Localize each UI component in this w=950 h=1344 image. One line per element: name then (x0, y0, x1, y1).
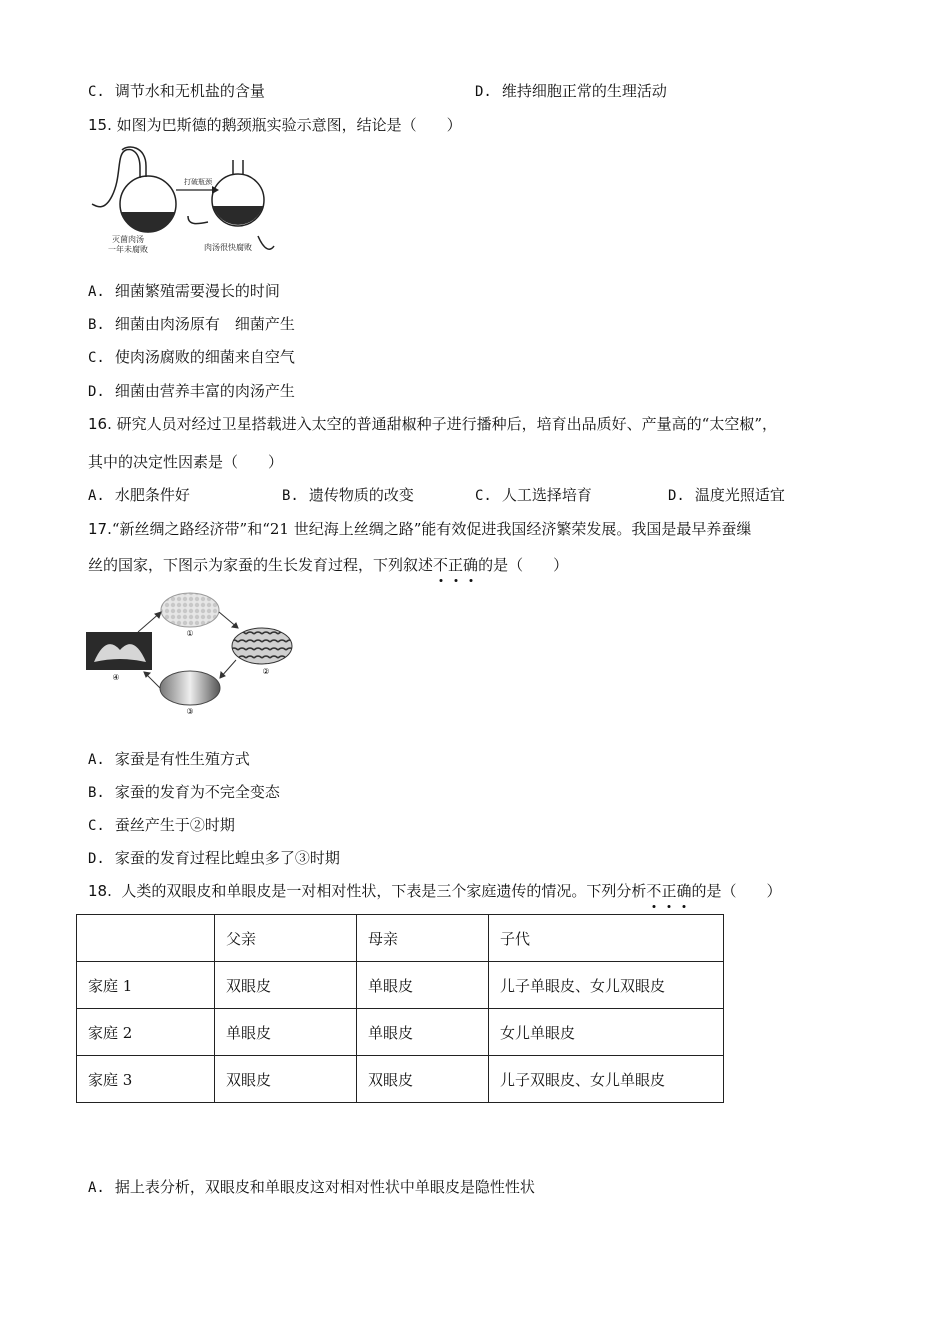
emphasis-char: 确 (463, 556, 479, 574)
stage-label-1: ① (186, 629, 194, 638)
table-header-row (77, 915, 724, 962)
option-label: D. (88, 384, 105, 400)
option-text: 维持细胞正常的生理活动 (501, 82, 667, 100)
option-text: 细菌由营养丰富的肉汤产生 (114, 382, 295, 400)
left-caption-1: 灭菌肉汤 (112, 235, 144, 244)
swan-neck-flask-figure (88, 146, 288, 260)
option-label: D. (88, 851, 105, 867)
inheritance-table (76, 914, 724, 1103)
q17-option-d (88, 847, 340, 870)
option-label: A. (88, 1180, 105, 1196)
question-text: 的是（ ） (478, 556, 569, 574)
q17-option-c (88, 814, 235, 837)
table-cell: 儿子双眼皮、女儿单眼皮 (489, 1056, 724, 1103)
stage-label-3: ③ (186, 707, 194, 716)
question-text: 如图为巴斯德的鹅颈瓶实验示意图，结论是（ ） (116, 116, 462, 134)
emphasis-char: 正 (448, 556, 464, 574)
q16-option-d (668, 484, 785, 507)
table-cell: 双眼皮 (215, 1056, 357, 1103)
larva-stage-icon (232, 628, 292, 664)
table-row (77, 1009, 724, 1056)
table-header-cell: 父亲 (215, 915, 357, 962)
option-label: B. (88, 785, 105, 801)
table-cell: 单眼皮 (357, 962, 489, 1009)
option-text: 家蚕是有性生殖方式 (114, 750, 250, 768)
q15-stem (88, 114, 462, 136)
table-cell: 单眼皮 (357, 1009, 489, 1056)
table-row (77, 962, 724, 1009)
q16-option-b (282, 484, 414, 507)
option-text: 人工选择培育 (501, 486, 592, 504)
egg-stage-icon (161, 593, 219, 627)
q16-stem-line1 (88, 413, 777, 435)
right-caption: 肉汤很快腐败 (204, 243, 252, 252)
table-cell: 儿子单眼皮、女儿双眼皮 (489, 962, 724, 1009)
table-header-cell: 母亲 (357, 915, 489, 962)
table-cell: 双眼皮 (215, 962, 357, 1009)
table-cell: 单眼皮 (215, 1009, 357, 1056)
option-text: 家蚕的发育为不完全变态 (114, 783, 280, 801)
option-text: 调节水和无机盐的含量 (114, 82, 265, 100)
q16-option-c (475, 484, 592, 507)
question-text: 其中的决定性因素是（ ） (88, 453, 284, 471)
left-caption-2: 一年未腐败 (108, 245, 148, 254)
q17-stem-line2 (88, 554, 568, 576)
q18-stem (88, 880, 781, 902)
q16-option-a (88, 484, 190, 507)
question-text: 人类的双眼皮和单眼皮是一对相对性状，下表是三个家庭遗传的情况。下列分析 (121, 882, 647, 900)
q17-stem-line1 (88, 518, 751, 540)
left-flask-icon (92, 147, 176, 233)
option-label: C. (475, 488, 492, 504)
q18-option-a (88, 1176, 535, 1199)
option-text: 蚕丝产生于②时期 (114, 816, 235, 834)
option-text: 水肥条件好 (114, 486, 190, 504)
q17-option-a (88, 748, 250, 771)
option-text: 细菌由肉汤原有 细菌产生 (114, 315, 295, 333)
question-text: 丝的国家，下图示为家蚕的生长发育过程，下列叙述 (88, 556, 434, 574)
silkworm-life-cycle-figure (86, 590, 298, 716)
question-number: 17. (88, 520, 112, 538)
question-number: 16. (88, 415, 112, 433)
question-number: 18. (88, 882, 112, 900)
question-number: 15. (88, 116, 112, 134)
option-label: B. (88, 317, 105, 333)
emphasis-char: 不 (646, 882, 662, 900)
question-text: “新丝绸之路经济带”和“21 世纪海上丝绸之路”能有效促进我国经济繁荣发展。我国是最早养蚕缫 (111, 520, 752, 538)
option-label: C. (88, 350, 105, 366)
table-header-cell (77, 915, 215, 962)
emphasis-char: 正 (661, 882, 677, 900)
question-text: 的是（ ） (691, 882, 782, 900)
table-cell: 家庭 3 (77, 1056, 215, 1103)
option-text: 细菌繁殖需要漫长的时间 (114, 282, 280, 300)
q14-option-d (475, 80, 667, 103)
option-text: 据上表分析，双眼皮和单眼皮这对相对性状中单眼皮是隐性性状 (114, 1178, 535, 1196)
q17-option-b (88, 781, 280, 804)
pupa-stage-icon (160, 671, 220, 705)
q15-option-c (88, 346, 295, 369)
table-cell: 家庭 1 (77, 962, 215, 1009)
arrow-label: 打破瓶颈 (184, 178, 212, 186)
q16-stem-line2 (88, 451, 283, 473)
option-label: A. (88, 752, 105, 768)
table-cell: 双眼皮 (357, 1056, 489, 1103)
option-text: 使肉汤腐败的细菌来自空气 (114, 348, 295, 366)
q15-option-d (88, 380, 295, 403)
option-label: C. (88, 84, 105, 100)
option-label: A. (88, 488, 105, 504)
q14-option-c (88, 80, 265, 103)
option-label: D. (475, 84, 492, 100)
emphasis-char: 确 (676, 882, 692, 900)
q15-option-b (88, 313, 295, 336)
question-text: 研究人员对经过卫星搭载进入太空的普通甜椒种子进行播种后，培育出品质好、产量高的“太空椒”， (116, 415, 777, 433)
table-row (77, 1056, 724, 1103)
right-flask-icon (188, 160, 274, 249)
option-text: 遗传物质的改变 (308, 486, 414, 504)
stage-label-4: ④ (112, 673, 120, 682)
emphasis-char: 不 (433, 556, 449, 574)
option-label: A. (88, 284, 105, 300)
option-text: 温度光照适宜 (694, 486, 785, 504)
option-label: D. (668, 488, 685, 504)
table-cell: 家庭 2 (77, 1009, 215, 1056)
option-text: 家蚕的发育过程比蝗虫多了③时期 (114, 849, 340, 867)
table-header-cell: 子代 (489, 915, 724, 962)
q15-option-a (88, 280, 280, 303)
table-cell: 女儿单眼皮 (489, 1009, 724, 1056)
option-label: B. (282, 488, 299, 504)
option-label: C. (88, 818, 105, 834)
stage-label-2: ② (262, 667, 270, 676)
